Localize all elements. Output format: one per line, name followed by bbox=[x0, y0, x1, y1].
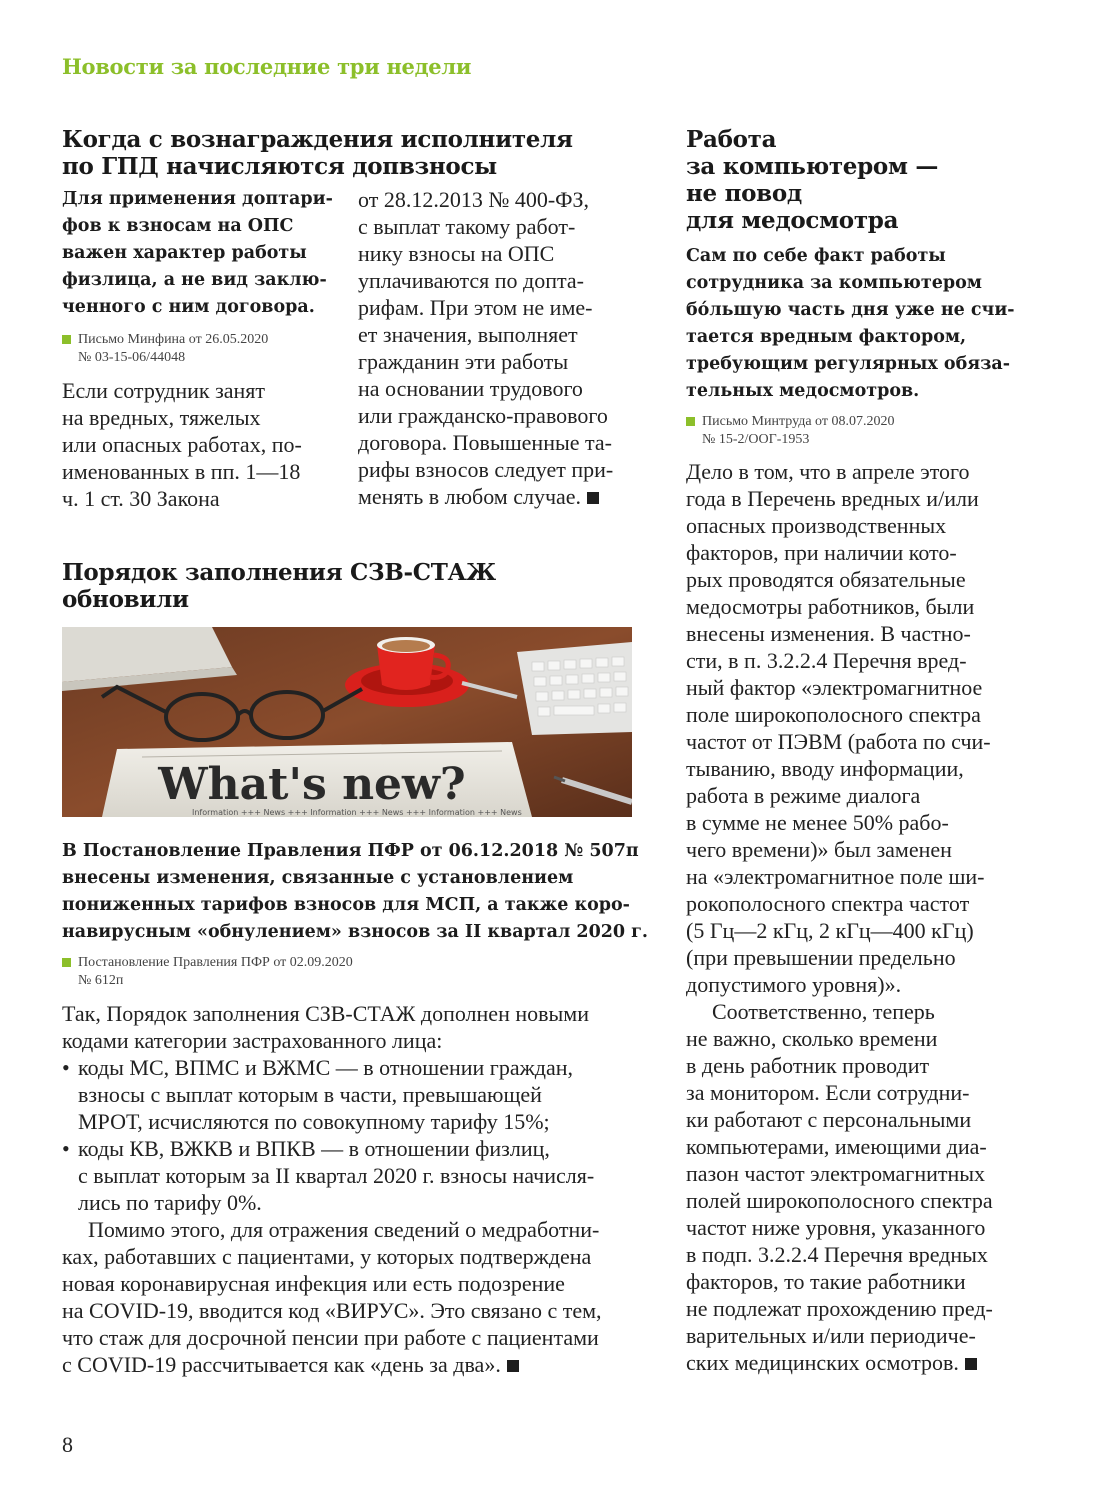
text-line: с выплат такому работ- bbox=[358, 214, 576, 239]
article3-body bbox=[686, 458, 1026, 1376]
article3-lead bbox=[686, 243, 1026, 405]
text-line: коды КВ, ВЖКВ и ВПКВ — в отношении физлиц, bbox=[78, 1136, 550, 1161]
text-line-end: с COVID-19 рассчитывается как «день за два». bbox=[62, 1352, 501, 1377]
text-line: на основании трудового bbox=[358, 376, 583, 401]
lead-line: Сам по себе факт работы bbox=[686, 246, 946, 266]
article3-heading bbox=[686, 126, 1046, 234]
text-line: факторов, при наличии кото- bbox=[686, 540, 957, 565]
text-line: в день работник проводит bbox=[686, 1053, 930, 1078]
article2-source bbox=[62, 954, 353, 990]
lead-line: пониженных тарифов взносов для МСП, а также коро- bbox=[62, 895, 630, 915]
lead-line: важен характер работы bbox=[62, 243, 307, 263]
end-mark-icon bbox=[507, 1360, 519, 1372]
text-line: уплачиваются по допта- bbox=[358, 268, 584, 293]
text-line: ки работают с персональными bbox=[686, 1107, 972, 1132]
text-line: пазон частот электромагнитных bbox=[686, 1161, 986, 1186]
text-line: новая коронавирусная инфекция или есть подозрение bbox=[62, 1271, 565, 1296]
text-line: на вредных, тяжелых bbox=[62, 405, 261, 430]
text-line: ках, работавших с пациентами, у которых подтверждена bbox=[62, 1244, 592, 1269]
text-line: или опасных работах, по- bbox=[62, 432, 302, 457]
article3-title-line: Работа bbox=[686, 126, 777, 153]
text-line: работа в режиме диалога bbox=[686, 783, 921, 808]
article3-title bbox=[686, 126, 1046, 234]
text-line: гражданин эти работы bbox=[358, 349, 569, 374]
source-line: № 15-2/ООГ-1953 bbox=[702, 432, 810, 447]
article1-lead bbox=[62, 186, 342, 321]
lead-line: сотрудника за компьютером bbox=[686, 273, 982, 293]
text-line: не подлежат прохождению пред- bbox=[686, 1296, 993, 1321]
text-line: рых проводятся обязательные bbox=[686, 567, 966, 592]
text-line: варительных и/или периодиче- bbox=[686, 1323, 976, 1348]
text-line: Так, Порядок заполнения СЗВ-СТАЖ дополнен новыми bbox=[62, 1001, 589, 1026]
text-line: частот от ПЭВМ (работа по счи- bbox=[686, 729, 991, 754]
text-line: года в Перечень вредных и/или bbox=[686, 486, 979, 511]
bullet-icon: • bbox=[62, 1136, 70, 1161]
article1-col2 bbox=[358, 186, 638, 510]
headline-text: What's new? bbox=[158, 759, 466, 810]
text-line: полей широкополосного спектра bbox=[686, 1188, 993, 1213]
lead-line: внесены изменения, связанные с установлением bbox=[62, 868, 574, 888]
text-line: ный фактор «электромагнитное bbox=[686, 675, 983, 700]
text-line: в подп. 3.2.2.4 Перечня вредных bbox=[686, 1242, 988, 1267]
text-line: в сумме не менее 50% рабо- bbox=[686, 810, 949, 835]
text-line: опасных производственных bbox=[686, 513, 947, 538]
keyboard bbox=[517, 642, 632, 735]
source-line: № 03-15-06/44048 bbox=[78, 350, 186, 365]
lead-line: навирусным «обнулением» взносов за II квартал 2020 г. bbox=[62, 922, 649, 942]
text-line bbox=[686, 1349, 1026, 1376]
end-mark-icon bbox=[587, 492, 599, 504]
article1-col1 bbox=[62, 377, 347, 512]
text-line: ч. 1 ст. 30 Закона bbox=[62, 486, 220, 511]
text-line: допустимого уровня)». bbox=[686, 972, 902, 997]
article1-heading bbox=[62, 126, 622, 180]
source-marker-icon bbox=[62, 958, 71, 967]
text-line: на «электромагнитное поле ши- bbox=[686, 864, 985, 889]
article2-body bbox=[62, 1000, 642, 1378]
list-item bbox=[62, 1054, 642, 1135]
list-item bbox=[62, 1135, 642, 1216]
article1-title-line: Когда с вознаграждения исполнителя bbox=[62, 126, 573, 153]
lead-line: В Постановление Правления ПФР от 06.12.2018 № 507п bbox=[62, 841, 639, 861]
article2-title-line: обновили bbox=[62, 586, 189, 613]
text-line: рокополосного спектра частот bbox=[686, 891, 970, 916]
text-line: что стаж для досрочной пенсии при работе с пациентами bbox=[62, 1325, 599, 1350]
text-line: кодами категории застрахованного лица: bbox=[62, 1028, 443, 1053]
text-line: чего времени)» был заменен bbox=[686, 837, 952, 862]
bullet-icon: • bbox=[62, 1055, 70, 1080]
section-label: Новости за последние три недели bbox=[62, 54, 472, 79]
ticker-text: Information +++ News +++ Information +++ News +++ Information +++ News bbox=[192, 808, 522, 817]
article1-title-line: по ГПД начисляются допвзносы bbox=[62, 153, 497, 180]
text-line: рифам. При этом не име- bbox=[358, 295, 593, 320]
source-line: Письмо Минтруда от 08.07.2020 bbox=[702, 414, 895, 429]
source-line: Письмо Минфина от 26.05.2020 bbox=[78, 332, 269, 347]
lead-line: тельных медосмотров. bbox=[686, 381, 920, 401]
text-line bbox=[62, 1351, 642, 1378]
lead-line: ченного с ним договора. bbox=[62, 297, 315, 317]
text-line: Если сотрудник занят bbox=[62, 378, 266, 403]
text-line: Помимо этого, для отражения сведений о медработни- bbox=[88, 1217, 600, 1242]
article3-title-line: за компьютером — bbox=[686, 153, 939, 180]
source-line: Постановление Правления ПФР от 02.09.2020 bbox=[78, 955, 353, 970]
text-line: за монитором. Если сотрудни- bbox=[686, 1080, 970, 1105]
page-number: 8 bbox=[62, 1432, 73, 1457]
text-line-end: ских медицинских осмотров. bbox=[686, 1350, 959, 1375]
text-line: договора. Повышенные та- bbox=[358, 430, 612, 455]
text-line: ет значения, выполняет bbox=[358, 322, 578, 347]
text-line: сти, в п. 3.2.2.4 Перечня вред- bbox=[686, 648, 967, 673]
text-line bbox=[358, 483, 638, 510]
article1-title bbox=[62, 126, 622, 180]
article1-source bbox=[62, 331, 268, 367]
text-line: частот ниже уровня, указанного bbox=[686, 1215, 986, 1240]
text-line: с выплат которым за II квартал 2020 г. взносы начисля- bbox=[78, 1163, 595, 1188]
article3-title-line: для медосмотра bbox=[686, 207, 899, 234]
text-line: (при превышении предельно bbox=[686, 945, 956, 970]
text-line: тыванию, вводу информации, bbox=[686, 756, 964, 781]
whats-new-photo bbox=[62, 627, 632, 817]
text-line: не важно, сколько времени bbox=[686, 1026, 938, 1051]
text-line: лись по тарифу 0%. bbox=[78, 1190, 262, 1215]
text-line: Соответственно, теперь bbox=[712, 999, 935, 1024]
text-line: коды МС, ВПМС и ВЖМС — в отношении граждан, bbox=[78, 1055, 574, 1080]
text-line: (5 Гц—2 кГц, 2 кГц—400 кГц) bbox=[686, 918, 974, 943]
article2-heading bbox=[62, 559, 622, 613]
text-line: от 28.12.2013 № 400-ФЗ, bbox=[358, 187, 590, 212]
text-line: взносы с выплат которым в части, превышающей bbox=[78, 1082, 542, 1107]
text-line: факторов, то такие работники bbox=[686, 1269, 966, 1294]
coffee bbox=[382, 640, 430, 652]
text-line: компьютерами, имеющими диа- bbox=[686, 1134, 987, 1159]
lead-line: Для применения доптари- bbox=[62, 189, 333, 209]
lead-line: требующим регулярных обяза- bbox=[686, 354, 1010, 374]
text-line: внесены изменения. В частно- bbox=[686, 621, 971, 646]
text-line: рифы взносов следует при- bbox=[358, 457, 614, 482]
article2-title bbox=[62, 559, 622, 613]
end-mark-icon bbox=[965, 1358, 977, 1370]
lead-line: бо́льшую часть дня уже не счи- bbox=[686, 300, 1015, 320]
text-line: МРОТ, исчисляются по совокупному тарифу 15%; bbox=[78, 1109, 550, 1134]
article2-lead bbox=[62, 838, 649, 946]
text-line: на COVID-19, вводится код «ВИРУС». Это связано с тем, bbox=[62, 1298, 602, 1323]
text-line: нику взносы на ОПС bbox=[358, 241, 555, 266]
article3-source bbox=[686, 413, 895, 449]
lead-line: фов к взносам на ОПС bbox=[62, 216, 294, 236]
text-line: медосмотры работников, были bbox=[686, 594, 975, 619]
lead-line: тается вредным фактором, bbox=[686, 327, 967, 347]
text-line: Дело в том, что в апреле этого bbox=[686, 459, 970, 484]
text-line: поле широкополосного спектра bbox=[686, 702, 981, 727]
source-marker-icon bbox=[62, 335, 71, 344]
text-line-end: менять в любом случае. bbox=[358, 484, 582, 509]
lead-line: физлица, а не вид заклю- bbox=[62, 270, 327, 290]
article3-title-line: не повод bbox=[686, 180, 802, 207]
text-line: именованных в пп. 1—18 bbox=[62, 459, 301, 484]
source-marker-icon bbox=[686, 417, 695, 426]
text-line: или гражданско-правового bbox=[358, 403, 608, 428]
photo-illustration bbox=[62, 627, 632, 817]
article2-title-line: Порядок заполнения СЗВ-СТАЖ bbox=[62, 559, 496, 586]
source-line: № 612п bbox=[78, 973, 124, 988]
